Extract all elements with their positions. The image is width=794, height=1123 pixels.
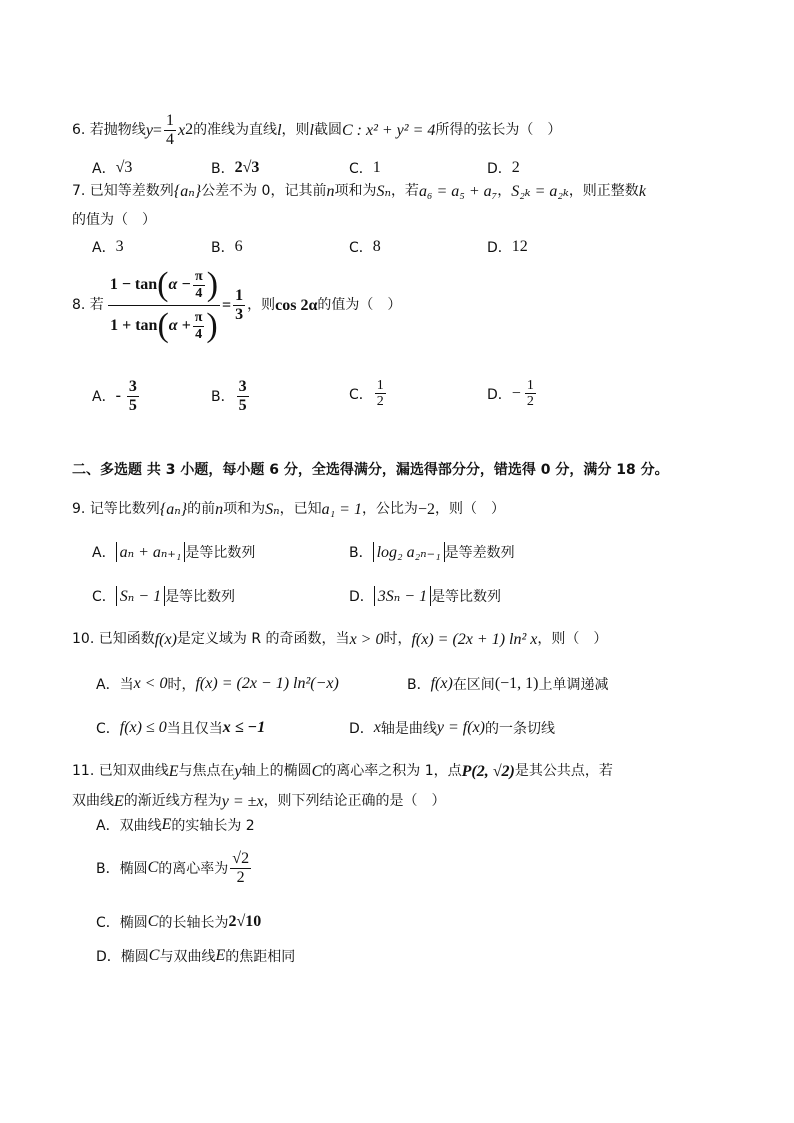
q8-num-text: 1 − tan: [109, 276, 158, 294]
q11-line2b: 的渐近线方程为: [123, 793, 222, 810]
q8-option-d: [487, 378, 538, 410]
option-label: C．: [349, 386, 373, 403]
q8-suffix: 的值为（ ）: [317, 297, 402, 314]
option-fraction: [375, 378, 386, 410]
option-fraction: [237, 378, 249, 414]
option-E: E: [161, 816, 172, 833]
q7-option-d: [487, 237, 528, 257]
q10-option-d: [349, 718, 555, 738]
option-value: 8: [372, 238, 381, 255]
q8-num-inner: α −: [168, 276, 192, 294]
option-expr2: (−1, 1): [494, 675, 539, 692]
q6-frac-den: 4: [165, 130, 174, 148]
option-label: C．: [349, 240, 373, 256]
q10-mid1: 是定义域为 R 的奇函数，当: [176, 631, 350, 648]
q8-big-fraction: [108, 268, 220, 343]
q9-mid2: 项和为: [223, 501, 266, 518]
option-mid: 轴是曲线: [380, 721, 437, 737]
option-text: D．椭圆: [96, 949, 149, 965]
q9-n: n: [215, 501, 224, 518]
option-expr2: f(x) = (2x − 1) ln²(−x): [195, 675, 339, 692]
q8-option-c: [349, 378, 388, 410]
q11-y: y: [234, 763, 242, 780]
four: 4: [195, 326, 203, 342]
q7-text-e: ，: [497, 183, 512, 200]
q8-equals: =: [222, 296, 232, 314]
option-expr1: f(x) ≤ 0: [119, 719, 167, 736]
pi-over-4: [193, 269, 205, 301]
option-num: 1: [376, 378, 384, 393]
q9-ratio: −2: [417, 501, 435, 518]
option-fraction: [230, 850, 251, 886]
option-value: 2√3: [234, 159, 260, 176]
left-paren: (: [157, 266, 169, 303]
q8-prefix: 8. 若: [72, 297, 104, 314]
option-expr2: y = f(x): [436, 719, 485, 736]
option-text: 的长轴长为: [158, 915, 229, 931]
q7-seq: {aₙ}: [173, 183, 202, 200]
q9-option-c: [92, 586, 235, 606]
question-11-line1: [72, 762, 613, 781]
option-E: E: [215, 947, 226, 964]
q10-option-b: [407, 674, 609, 694]
q11-E2: E: [114, 793, 124, 810]
option-value: 1: [372, 159, 381, 176]
question-10: [72, 630, 607, 649]
q6-prefix: 6. 若抛物线: [72, 121, 146, 138]
option-fraction: [127, 378, 139, 414]
option-label: B．: [407, 677, 431, 693]
q11-option-a: [96, 815, 255, 835]
q10-fx: f(x): [154, 631, 177, 648]
q9-option-a: [92, 542, 255, 562]
q6-option-b: [211, 158, 259, 178]
option-num: 1: [526, 378, 534, 393]
q11-text-c: 轴上的椭圆: [241, 763, 312, 780]
option-label: A．: [92, 389, 116, 406]
option-text: 与双曲线: [159, 949, 216, 965]
option-den: 2: [376, 394, 384, 410]
option-mid: 在区间: [452, 677, 495, 693]
q8-mid: ，则: [247, 297, 276, 314]
q9-suffix: ，则（ ）: [434, 501, 505, 518]
q9-mid1: 的前: [187, 501, 216, 518]
q8-numerator: [108, 268, 220, 306]
option-expr2: x ≤ −1: [222, 719, 266, 736]
q6-frac-num: 1: [165, 112, 174, 129]
option-num: 3: [238, 378, 247, 395]
q9-a1: a₁ = 1: [321, 501, 362, 518]
q8-option-b: [211, 378, 251, 414]
q11-option-c: [96, 912, 261, 932]
option-C: C: [148, 947, 160, 964]
option-text: 的实轴长为 2: [171, 818, 255, 834]
q11-line2c: ，则下列结论正确的是（ ）: [263, 793, 446, 810]
option-value: √3: [115, 159, 133, 176]
q7-option-c: [349, 237, 381, 257]
q10-cond: x > 0: [349, 631, 384, 648]
q9-mid4: ，公比为: [361, 501, 418, 518]
question-11-line2: [72, 792, 446, 811]
q7-k: k: [638, 183, 646, 200]
option-expr: 3Sₙ − 1: [374, 586, 431, 606]
option-text: 的焦距相同: [225, 949, 296, 965]
q8-denominator: [108, 306, 220, 343]
q6-option-d: [487, 158, 520, 178]
q9-sn: Sₙ: [265, 501, 280, 518]
q9-prefix: 9. 记等比数列: [72, 501, 160, 518]
pi: π: [194, 310, 203, 326]
option-label: C．: [349, 161, 373, 177]
q6-x: x: [177, 121, 186, 139]
q11-asym: y = ±x: [221, 793, 264, 810]
option-expr: log₂ a₂ₙ₋₁: [373, 542, 445, 562]
option-label: D．: [349, 721, 374, 737]
option-fraction: [525, 378, 536, 410]
four: 4: [195, 285, 203, 301]
q9-seq: {aₙ}: [159, 501, 188, 518]
q6-mid2: ，则: [281, 121, 310, 138]
question-7-line1: [72, 182, 646, 201]
q11-text-b: 与焦点在: [178, 763, 235, 780]
q7-option-b: [211, 237, 243, 257]
q10-option-a: [96, 674, 339, 694]
option-expr1: x: [373, 719, 381, 736]
q11-line2a: 双曲线: [72, 793, 114, 810]
option-label: B．: [211, 389, 235, 406]
q6-suffix: 所得的弦长为（ ）: [435, 121, 562, 138]
question-7-line2: [72, 212, 156, 229]
q8-rhs-fraction: [233, 287, 245, 323]
option-value: 2√10: [228, 913, 262, 930]
q6-l: l: [277, 121, 282, 139]
q8-den-inner: α +: [168, 317, 191, 335]
option-label: A．: [92, 545, 116, 561]
option-post: 的一条切线: [485, 721, 555, 737]
q7-cond1: a₆ = a₅ + a₇: [418, 183, 498, 200]
question-8: [72, 268, 401, 343]
q6-mid: 的准线为直线: [193, 121, 278, 138]
q11-C: C: [311, 763, 323, 780]
option-den: 2: [526, 394, 534, 410]
option-text: B．椭圆: [96, 861, 148, 878]
option-text: A．双曲线: [96, 818, 162, 834]
pi: π: [195, 269, 203, 285]
q6-mid3: 截圆: [313, 121, 342, 138]
option-label: C．: [92, 589, 116, 605]
q11-E: E: [168, 763, 179, 780]
option-label: D．: [487, 161, 512, 177]
q7-text-d: ，若: [390, 183, 419, 200]
option-sign: -: [115, 387, 121, 405]
q8-den-text: 1 + tan: [110, 317, 158, 335]
q11-prefix: 11. 已知双曲线: [72, 763, 169, 780]
q7-text-f: ，则正整数: [568, 183, 639, 200]
q7-cond2: S₂ₖ = a₂ₖ: [511, 183, 569, 200]
q6-fraction: [164, 112, 176, 148]
q7-prefix: 7. 已知等差数列: [72, 183, 174, 200]
option-sign: −: [511, 384, 521, 402]
option-label: D．: [349, 589, 374, 605]
q7-line2: 的值为（ ）: [72, 212, 156, 228]
q11-text-d: 的离心率之积为 1，点: [322, 763, 462, 780]
option-post: 上单调递减: [538, 677, 609, 693]
q10-suffix: ，则（ ）: [537, 631, 608, 648]
option-expr1: f(x): [430, 675, 453, 692]
option-label: D．: [487, 386, 512, 403]
q8-rhs-num: 1: [235, 287, 244, 305]
q10-prefix: 10. 已知函数: [72, 631, 155, 648]
option-label: B．: [211, 240, 235, 256]
q11-point: P(2, √2): [461, 763, 515, 780]
q9-option-b: [349, 542, 515, 562]
question-9: [72, 500, 505, 519]
option-den: 5: [128, 396, 137, 414]
option-label: A．: [92, 240, 116, 256]
option-value: 6: [234, 238, 243, 255]
q6-option-a: [92, 158, 132, 178]
option-text: 是等差数列: [444, 545, 515, 561]
right-paren: ): [206, 307, 218, 344]
q6-eq: =: [152, 121, 162, 139]
option-label: B．: [211, 161, 235, 177]
option-label: D．: [487, 240, 512, 256]
option-num: 3: [128, 378, 137, 395]
option-value: 3: [115, 238, 124, 255]
option-mid: 当且仅当: [166, 721, 223, 737]
q9-option-d: [349, 586, 501, 606]
q10-mid2: 时，: [383, 631, 412, 648]
option-label: C．: [96, 721, 120, 737]
option-text: C．椭圆: [96, 915, 148, 931]
option-den: 5: [238, 396, 247, 414]
option-C: C: [147, 913, 159, 930]
q7-text-c: 项和为: [334, 183, 377, 200]
option-value: 2: [511, 159, 520, 176]
q7-n: n: [326, 183, 335, 200]
option-text: 是等比数列: [165, 589, 236, 605]
option-expr: Sₙ − 1: [116, 586, 165, 606]
q6-l2: l: [309, 121, 314, 139]
option-num: √2: [232, 850, 250, 867]
q10-def: f(x) = (2x + 1) ln² x: [411, 631, 538, 648]
option-den: 2: [236, 868, 245, 886]
q7-text-b: 公差不为 0，记其前: [201, 183, 327, 200]
question-6: 6. 若抛物线 y = $\frac{1}{4}$ x 2 的准线为直线 l ，则 l 截圆 C : x² + y² = 4 所得的弦长为（ ）: [72, 112, 562, 148]
option-label: A．: [92, 161, 116, 177]
section-heading-multi-choice: 二、多选题 共 3 小题，每小题 6 分，全选得满分，漏选得部分分，错选得 0 分，满分 18 分。: [72, 462, 669, 478]
q8-option-a: [92, 378, 141, 414]
q8-expr: cos 2α: [275, 296, 318, 314]
option-pre: 当: [119, 677, 134, 693]
q6-circle: C : x² + y² = 4: [341, 121, 436, 139]
option-text: 是等比数列: [185, 545, 256, 561]
option-C: C: [147, 859, 159, 877]
option-label: A．: [96, 677, 120, 693]
q6-option-c: [349, 158, 381, 178]
q11-text-e: 是其公共点，若: [514, 763, 613, 780]
q7-option-a: [92, 237, 124, 257]
option-text: 的离心率为: [158, 861, 229, 878]
q11-option-b: [96, 850, 253, 886]
option-text: 是等比数列: [431, 589, 502, 605]
right-paren: ): [206, 266, 219, 303]
option-value: 12: [511, 238, 528, 255]
q10-option-c: [96, 718, 265, 738]
option-expr1: x < 0: [133, 675, 168, 692]
q7-sn: Sₙ: [376, 183, 391, 200]
q9-mid3: ，已知: [279, 501, 322, 518]
option-mid: 时，: [167, 677, 196, 693]
pi-over-4: [193, 310, 205, 342]
option-label: B．: [349, 545, 373, 561]
option-expr: aₙ + aₙ₊₁: [116, 542, 186, 562]
q11-option-d: [96, 946, 295, 966]
q6-y: y: [145, 121, 153, 139]
q8-rhs-den: 3: [235, 306, 244, 323]
left-paren: (: [157, 307, 169, 344]
